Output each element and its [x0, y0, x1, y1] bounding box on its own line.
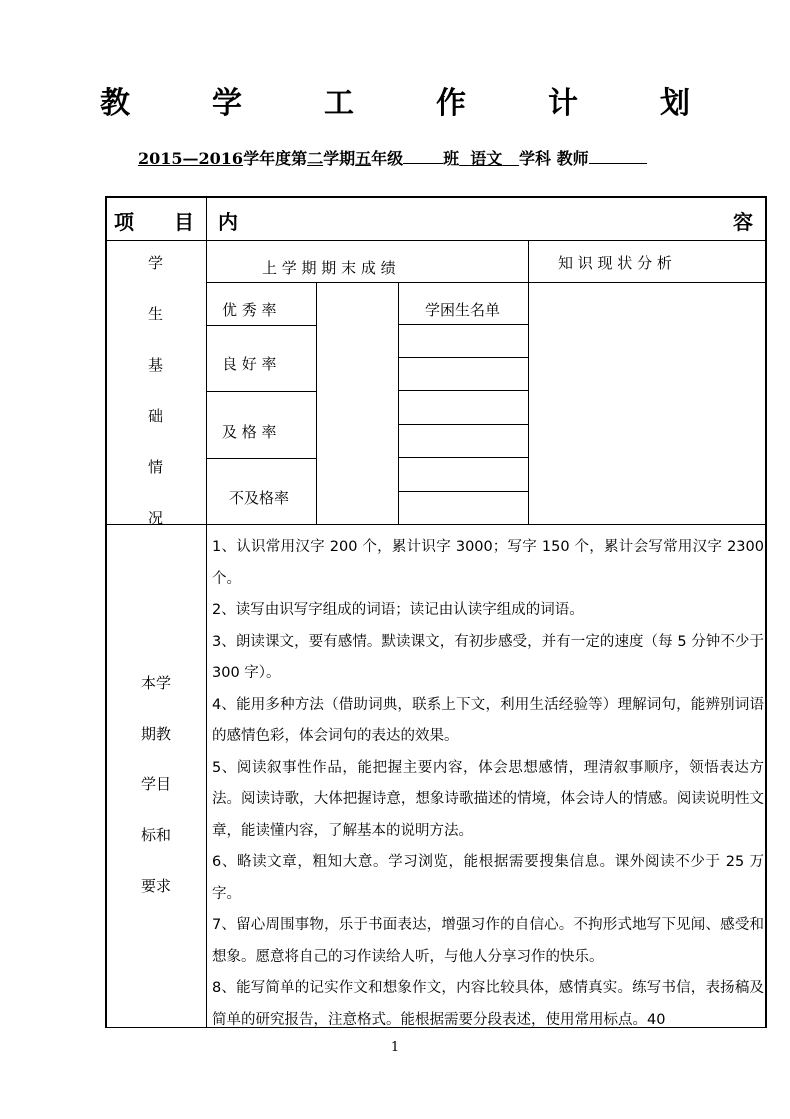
- table-line: [206, 458, 316, 459]
- requirement-item: 3、朗读课文，要有感情。默读课文，有初步感受，并有一定的速度（每 5 分钟不少于 300 字）。: [212, 633, 764, 681]
- requirement-item: 7、留心周围事物，乐于书面表达，增强习作的自信心。不拘形式地写下见闻、感受和想象。愿意将自己的习作读给人听，与他人分享习作的快乐。: [212, 917, 764, 965]
- requirement-item: 6、略读文章，粗知大意。学习浏览，能根据需要搜集信息。课外阅读不少于 25 万字。: [212, 854, 764, 902]
- last-term-scores-header: 上 学 期 期 末 成 绩: [262, 259, 396, 277]
- header-content-left: 内: [218, 210, 238, 234]
- requirement-item: 2、读写由识写字组成的词语；读记由认读字组成的词语。: [212, 602, 584, 618]
- section-label-line: 要求: [141, 877, 172, 895]
- term-field: 二: [307, 149, 324, 168]
- requirement-item: 4、能用多种方法（借助词典，联系上下文，利用生活经验等）理解词句，能辨别词语的感情色彩，体会词句的表达的效果。: [212, 696, 764, 744]
- table-border-right: [765, 196, 767, 1028]
- table-line: [106, 240, 766, 241]
- title-char: 划: [660, 86, 690, 121]
- section-label-char: 础: [148, 407, 164, 425]
- section-label-line: 期教: [141, 725, 172, 743]
- section-label-char: 况: [148, 509, 164, 527]
- table-line: [398, 324, 528, 325]
- title-char: 作: [436, 86, 466, 121]
- struggling-students-label: 学困生名单: [425, 301, 501, 319]
- title-char: 计: [548, 86, 578, 121]
- subtitle-text: 学科: [519, 149, 552, 168]
- table-line: [398, 282, 399, 524]
- header-item: 项 目: [114, 210, 194, 234]
- table-line: [206, 391, 316, 392]
- subtitle-text: 教师: [556, 149, 589, 168]
- section-label-line: 标和: [141, 826, 172, 844]
- section-label-char: 生: [148, 305, 164, 323]
- section-label-line: 学目: [141, 775, 172, 793]
- requirement-item: 5、阅读叙事性作品，能把握主要内容，体会思想感情，理清叙事顺序，领悟表达方法。阅读诗歌，大体把握诗意，想象诗歌描述的情境，体会诗人的情感。阅读说明性文章，能读懂内容，了解基本的说明方法。: [212, 759, 764, 839]
- subtitle-text: 学期: [323, 149, 356, 168]
- title-char: 学: [212, 86, 242, 121]
- pass-rate-label: 及 格 率: [222, 423, 277, 441]
- section-label-char: 学: [148, 254, 164, 272]
- section-label-line: 本学: [141, 674, 172, 692]
- knowledge-analysis-header: 知 识 现 状 分 析: [558, 254, 672, 272]
- grade-field: 五: [355, 149, 372, 168]
- good-rate-label: 良 好 率: [222, 355, 277, 373]
- table-line: [206, 196, 207, 1028]
- table-line: [206, 282, 765, 283]
- subtitle-text: 学年度第: [243, 149, 308, 168]
- table-line: [398, 357, 528, 358]
- requirement-item: 1、认识常用汉字 200 个，累计识字 3000；写字 150 个，累计会写常用汉字 2300 个。: [212, 539, 764, 587]
- teacher-blank: [589, 149, 647, 164]
- table-line: [398, 491, 528, 492]
- table-line: [398, 457, 528, 458]
- table-border-top: [106, 196, 766, 198]
- requirements-list: [212, 532, 764, 1036]
- subtitle-text: 年级: [371, 149, 404, 168]
- subtitle-line: [138, 146, 647, 169]
- table-line: [398, 424, 528, 425]
- table-line: [528, 240, 529, 524]
- header-content-right: 容: [733, 210, 753, 234]
- subject-field: 语文: [470, 149, 503, 168]
- school-year: 2015—2016: [138, 149, 244, 168]
- table-line: [106, 524, 766, 525]
- title-char: 工: [324, 86, 354, 121]
- section-label-char: 情: [148, 458, 164, 476]
- table-border-left: [105, 196, 107, 1028]
- section-label-char: 基: [148, 356, 164, 374]
- class-blank: [403, 149, 443, 164]
- subtitle-text: 班: [443, 149, 460, 168]
- page-number: 1: [390, 1040, 400, 1055]
- table-line: [206, 325, 316, 326]
- page-title: [0, 78, 790, 122]
- fail-rate-label: 不及格率: [229, 489, 290, 507]
- requirement-item: 8、能写简单的记实作文和想象作文，内容比较具体，感情真实。练写书信，表扬稿及简单的研究报告，注意格式。能根据需要分段表述，使用常用标点。40: [212, 980, 764, 1028]
- table-line: [316, 282, 317, 524]
- table-line: [398, 390, 528, 391]
- title-char: 教: [100, 86, 130, 121]
- excellent-rate-label: 优 秀 率: [222, 301, 277, 319]
